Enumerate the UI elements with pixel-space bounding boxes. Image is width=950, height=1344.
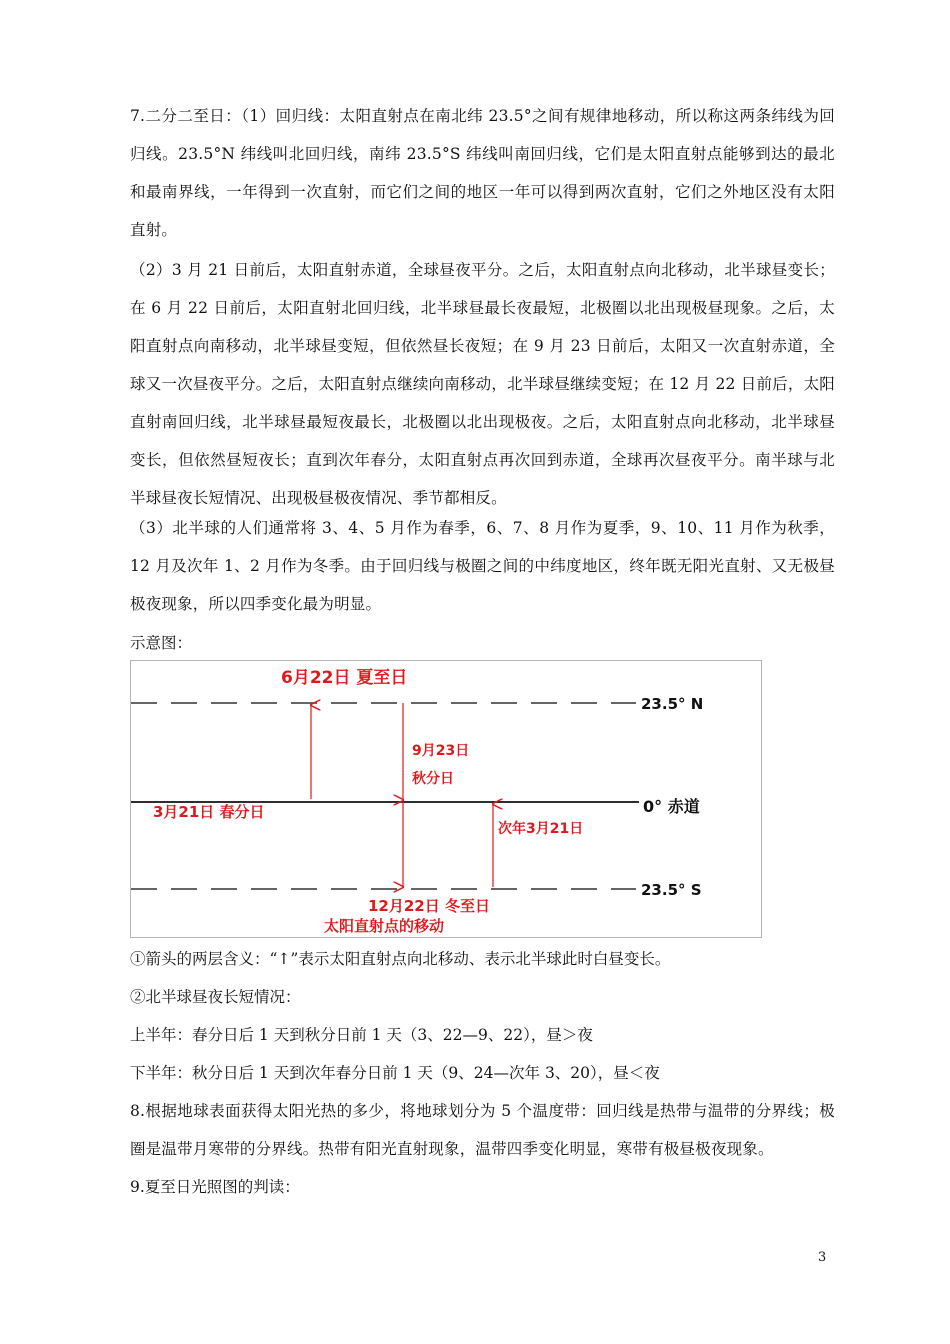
north-tropic-label: 23.5° N [641,695,704,713]
equator-label: 0° 赤道 [643,797,700,816]
diagram-caption: 示意图： [130,634,193,652]
section7-paragraph-four-seasons: （3）北半球的人们通常将 3、4、5 月作为春季，6、7、8 月作为夏季，9、10、11 月作为秋季，12 月及次年 1、2 月作为冬季。由于回归线与极圈之间的中纬度地区，终年既无阳光直射、又无极昼极夜现象，所以四季变化最为明显。 [130,519,835,613]
movement-title-label: 太阳直射点的移动 [324,917,445,935]
section7-paragraph-seasons-cycle: （2）3 月 21 日前后，太阳直射赤道，全球昼夜平分。之后，太阳直射点向北移动，北半球昼变长；在 6 月 22 日前后，太阳直射北回归线，北半球昼最长夜最短，北极圈以北出现极昼现象。之后，太阳直射点向南移动，北半球昼变短，但依然昼长夜短；在 9 月 23 日前后，太阳又一次直射赤道，全球又一次昼夜平分。之后，太阳直射点继续向南移动，北半球昼继续变短；在 12 月 22 日前后，太阳直射南回归线，北半球昼最短夜最长，北极圈以北出现极夜。之后，太阳直射点向北移动，北半球昼变长，但依然昼短夜长；直到次年春分，太阳直射点再次回到赤道，全球再次昼夜平分。南半球与北半球昼夜长短情况、出现极昼极夜情况、季节都相反。 [130,261,835,507]
next-spring-equinox-label: 次年3月21日 [498,821,584,837]
section7-paragraph-tropics: 7.二分二至日：（1）回归线：太阳直射点在南北纬 23.5°之间有规律地移动，所以称这两条纬线为回归线。23.5°N 纬线叫北回归线，南纬 23.5°S 纬线叫南回归线，它们是太阳直射点能够到达的最北和最南界线，一年得到一次直射，而它们之间的地区一年可以得到两次直射，它们之外地区没有太阳直射。 [130,107,835,239]
direct-sunlight-movement-diagram [130,660,762,938]
spring-equinox-label: 3月21日 春分日 [153,803,265,821]
winter-solstice-label: 12月22日 冬至日 [368,897,490,915]
summer-solstice-label: 6月22日 夏至日 [281,668,408,688]
note-second-half-year: 下半年：秋分日后 1 天到次年春分日前 1 天（9、24—次年 3、20），昼＜夜 [130,1064,660,1082]
page-number: 3 [818,1250,827,1265]
section8-paragraph-temperature-zones: 8.根据地球表面获得太阳光热的多少，将地球划分为 5 个温度带：回归线是热带与温带的分界线；极圈是温带月寒带的分界线。热带有阳光直射现象，温带四季变化明显，寒带有极昼极夜现象。 [130,1102,835,1158]
note-arrow-meaning: ①箭头的两层含义：“↑”表示太阳直射点向北移动、表示北半球此时白昼变长。 [130,950,671,968]
note-first-half-year: 上半年：春分日后 1 天到秋分日前 1 天（3、22—9、22），昼＞夜 [130,1026,593,1044]
autumn-date-label: 9月23日 [412,743,470,759]
south-tropic-label: 23.5° S [641,881,702,899]
section9-title: 9.夏至日光照图的判读： [130,1178,300,1196]
diagram-canvas [131,661,761,937]
autumn-equinox-label: 秋分日 [412,771,454,787]
note-daylength-heading: ②北半球昼夜长短情况： [130,988,301,1006]
